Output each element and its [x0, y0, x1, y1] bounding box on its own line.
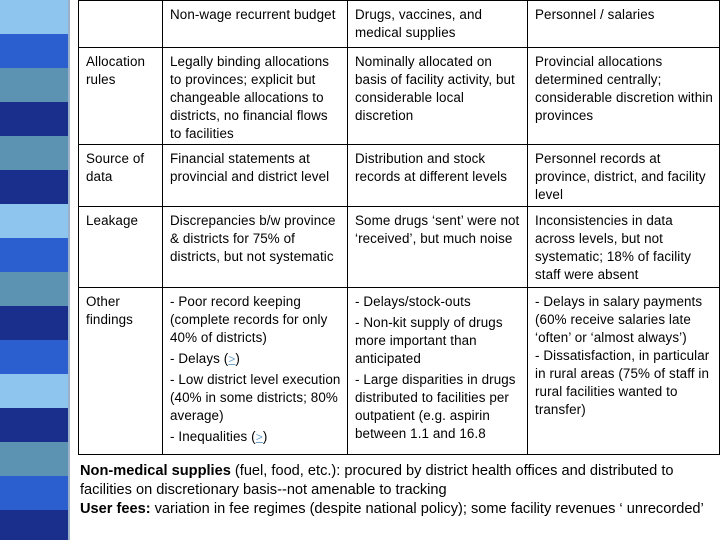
finding-text: - Low district level execution (40% in some districts; 80% average) — [170, 372, 341, 423]
row-label: Allocation rules — [79, 48, 163, 145]
table-cell — [348, 288, 528, 455]
table-header-row — [79, 1, 720, 48]
table-row — [79, 207, 720, 288]
finding-text: - Delays in salary payments (60% receive salaries late ‘often’ or ‘almost always’) — [535, 294, 703, 345]
inequalities-link[interactable]: > — [255, 430, 263, 444]
table-row — [79, 145, 720, 207]
table-row — [79, 288, 720, 455]
note-user-fees: User fees: variation in fee regimes (despite national policy); some facility revenues ‘ unrecorded’ — [80, 501, 704, 517]
row-label: Other findings — [79, 288, 163, 455]
row-label: Source of data — [79, 145, 163, 207]
table-cell: Inconsistencies in data across levels, but not systematic; 18% of facility staff were absent — [528, 207, 720, 288]
footnotes — [80, 462, 715, 519]
finding-text: - Dissatisfaction, in particular in rural areas (75% of staff in rural facilities wanted to transfer) — [535, 348, 710, 417]
table-cell: Financial statements at provincial and district level — [163, 145, 348, 207]
header-nonwage: Non-wage recurrent budget — [163, 1, 348, 48]
table-cell: Provincial allocations determined centrally; considerable discretion within provinces — [528, 48, 720, 145]
header-personnel: Personnel / salaries — [528, 1, 720, 48]
finding-text: - Poor record keeping (complete records for only 40% of districts) — [170, 294, 328, 345]
finding-text: - Non-kit supply of drugs more important than anticipated — [355, 315, 503, 366]
delays-link[interactable]: > — [228, 352, 236, 366]
table-row — [79, 48, 720, 145]
header-empty-cell — [79, 1, 163, 48]
findings-table — [78, 0, 720, 455]
table-cell: Legally binding allocations to provinces; explicit but changeable allocations to districts, no financial flows to facilities — [163, 48, 348, 145]
table-cell: Personnel records at province, district, and facility level — [528, 145, 720, 207]
table-cell: Nominally allocated on basis of facility activity, but considerable local discretion — [348, 48, 528, 145]
decorative-color-strip — [0, 0, 68, 540]
finding-text: - Inequalities (>) — [170, 429, 268, 444]
table-cell: Discrepancies b/w province & districts for 75% of districts, but not systematic — [163, 207, 348, 288]
table-cell: Some drugs ‘sent’ were not ‘received’, but much noise — [348, 207, 528, 288]
table-cell — [528, 288, 720, 455]
table-cell — [163, 288, 348, 455]
table-cell: Distribution and stock records at different levels — [348, 145, 528, 207]
header-drugs: Drugs, vaccines, and medical supplies — [348, 1, 528, 48]
finding-text: - Delays (>) — [170, 351, 240, 366]
row-label: Leakage — [79, 207, 163, 288]
finding-text: - Large disparities in drugs distributed to facilities per outpatient (e.g. aspirin between 1.1 and 16.8 — [355, 372, 516, 441]
note-nonmedical: Non-medical supplies (fuel, food, etc.): procured by district health offices and distributed to facilities on discretionary basis--not amenable to tracking — [80, 463, 674, 498]
finding-text: - Delays/stock-outs — [355, 294, 471, 309]
